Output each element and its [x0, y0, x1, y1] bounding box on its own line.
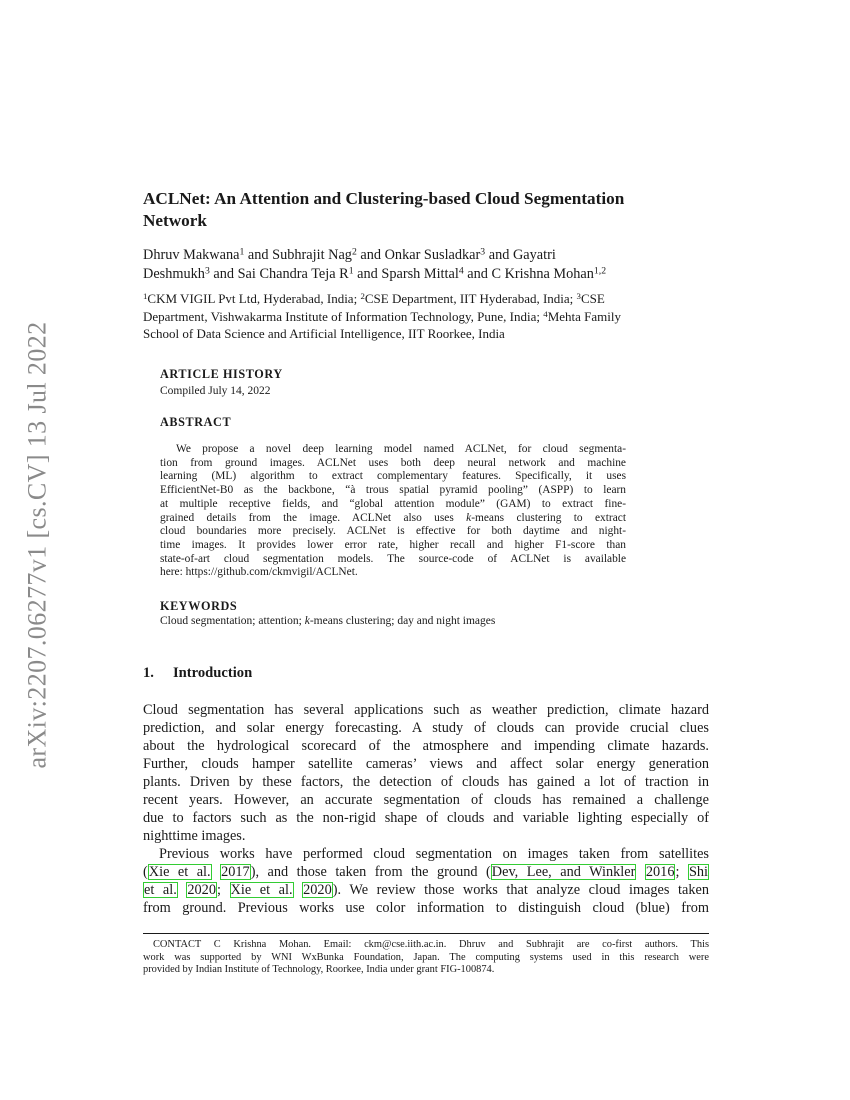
author-list: Dhruv Makwana$^1$ and Subhrajit Nag$^2$ and Onkar Susladkar$^3$ and Gayatri Deshmukh$^3$ and Sai Chandra Teja $R^1$ and Sparsh Mittal$^4$ and C Krishna Mohan$^{1,2}$ — [143, 246, 607, 282]
citation-link[interactable]: Xie et al. — [148, 864, 211, 880]
paper-title: ACLNet: An Attention and Clustering-based Cloud Segmentation Network — [143, 189, 625, 230]
intro-paragraph-2: Previous works have performed cloud segmentation on images taken from satellites (Xie et al. 2017), and those taken from the ground (Dev, Lee, and Winkler 2016; Shi et al. 2020; Xie et al. 2020). We review those works that analyze cloud images taken from ground. Previous works use color information to distinguish cloud (blue) from — [143, 846, 709, 916]
keywords-heading: KEYWORDS — [160, 599, 238, 613]
citation-link[interactable]: Dev, Lee, and Winkler — [491, 864, 636, 880]
citation-link[interactable]: Shi — [688, 864, 709, 880]
intro-paragraph-1: Cloud segmentation has several applications such as weather prediction, climate hazard prediction, and solar energy forecasting. A study of clouds can provide crucial clues about the hydrological scorecard of the atmosphere and impending climate hazards. Further, clouds hamper satellite cameras’ views and affect solar energy generation plants. Driven by these factors, the detection of clouds has gained a lot of traction in recent years. However, an accurate segmentation of clouds has remained a challenge due to factors such as the non-rigid shape of clouds and variable lighting especially of nighttime images. — [143, 702, 709, 844]
compiled-date: Compiled July 14, 2022 — [160, 385, 271, 397]
affiliations: $^1$CKM VIGIL Pvt Ltd, Hyderabad, India; $^2$CSE Department, IIT Hyderabad, India; $^3$CSE Department, Vishwakarma Institute of Information Technology, Pune, India; $^4$Mehta Family School of Data Science and Artificial Intelligence, IIT Roorkee, India — [143, 291, 621, 341]
arxiv-stamp-text: arXiv:2207.06277v1 [cs.CV] 13 Jul 2022 — [23, 321, 52, 769]
citation-year-link[interactable]: 2020 — [303, 882, 332, 898]
citation-link[interactable]: et al. — [144, 882, 177, 898]
article-history-heading: ARTICLE HISTORY — [160, 367, 283, 381]
citation-year-link[interactable]: 2017 — [221, 864, 250, 880]
citation-year-link[interactable]: 2020 — [187, 882, 216, 898]
citation-year-link[interactable]: 2016 — [645, 864, 675, 880]
footnote-rule — [143, 933, 709, 934]
keywords-list: Cloud segmentation; attention; k-means clustering; day and night images — [160, 615, 496, 627]
section-heading-introduction: 1. Introduction — [143, 665, 253, 681]
abstract-heading: ABSTRACT — [160, 415, 232, 429]
article-history — [160, 367, 626, 399]
abstract-body: We propose a novel deep learning model named ACLNet, for cloud segmenta- tion from ground images. ACLNet uses both deep neural network and machine learning (ML) algorithm to extract complementary features. Specifically, it uses EfficientNet-B0 as the backbone, “à trous spatial pyramid pooling” (ASPP) to learn at multiple receptive fields, and “global attention module” (GAM) to extract fine- grained details from the image. ACLNet also uses k-means clustering to extract cloud boundaries more precisely. ACLNet is effective for both daytime and night- time images. It provides lower error rate, higher recall and higher F1-score than state-of-art cloud segmentation models. The source-code of ACLNet is available here: https://github.com/ckmvigil/ACLNet. — [160, 443, 626, 579]
footnote: CONTACT C Krishna Mohan. Email: ckm@cse.iith.ac.in. Dhruv and Subhrajit are co-first authors. This work was supported by WNI WxBunka Foundation, Japan. The computing systems used in this research were provided by Indian Institute of Technology, Roorkee, India under grant FIG-100874. — [143, 939, 709, 976]
citation-link[interactable]: Xie et al. — [230, 882, 293, 898]
arxiv-stamp — [13, 300, 63, 790]
keywords — [160, 599, 626, 629]
